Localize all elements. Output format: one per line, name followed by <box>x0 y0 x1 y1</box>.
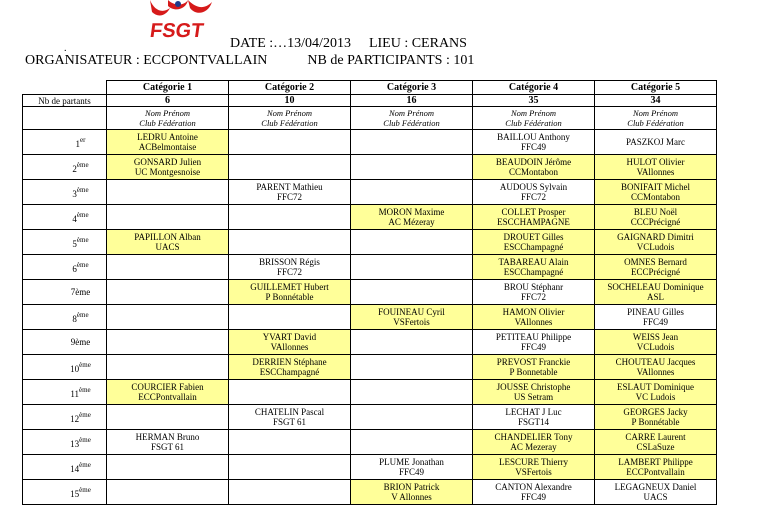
result-cell <box>229 380 351 405</box>
rank-suffix: ème <box>79 436 91 444</box>
rider-club: UACS <box>643 492 668 502</box>
column-subheader <box>473 107 595 130</box>
column-subheader <box>229 107 351 130</box>
result-cell <box>351 330 473 355</box>
subheader-name: Nom Prénom <box>144 108 191 118</box>
rank-cell <box>23 205 107 230</box>
result-cell <box>351 430 473 455</box>
rider-club: FFC72 <box>520 192 546 202</box>
column-subheader-row <box>23 107 717 130</box>
rider-club: ESCChampagné <box>503 267 564 277</box>
lieu-label: LIEU : CERANS <box>368 36 467 51</box>
result-cell <box>107 330 229 355</box>
subheader-club: Club Fédération <box>261 118 318 128</box>
rider-name: LEDRU Antoine <box>137 132 198 142</box>
result-cell <box>351 305 473 330</box>
rider-club: CCMontabon <box>630 192 680 202</box>
logo-text: FSGT <box>148 20 205 42</box>
rank-cell <box>23 480 107 505</box>
rider-club: VAllonnes <box>636 367 675 377</box>
rider-club: ECCPontvallain <box>626 467 685 477</box>
rider-name: SOCHELEAU Dominique <box>607 282 704 292</box>
placing-row <box>23 255 717 280</box>
rank-number: 15 <box>70 489 80 499</box>
rank-number: 11 <box>70 389 79 399</box>
rider-name: BRISSON Régis <box>259 257 320 267</box>
rank-suffix: ème <box>76 186 89 194</box>
placing-row <box>23 205 717 230</box>
result-cell <box>229 455 351 480</box>
rank-number: 14 <box>70 464 80 474</box>
category-header: Catégorie 2 <box>229 81 351 95</box>
result-cell <box>107 280 229 305</box>
rank-suffix: ème <box>79 411 91 419</box>
rider-club: VCLudois <box>636 342 675 352</box>
column-subheader <box>595 107 717 130</box>
result-cell <box>229 355 351 380</box>
rank-suffix: ème <box>79 361 91 369</box>
result-cell <box>229 130 351 155</box>
result-cell <box>229 280 351 305</box>
rider-club: VCLudois <box>636 242 675 252</box>
result-cell <box>229 330 351 355</box>
rank-number: 9ème <box>70 337 91 347</box>
rank-cell <box>23 305 107 330</box>
result-cell <box>595 280 717 305</box>
rider-club: FFC49 <box>520 492 546 502</box>
rider-club: ESCChampagné <box>503 242 564 252</box>
result-cell <box>229 155 351 180</box>
rider-name: HAMON Olivier <box>502 307 565 317</box>
result-cell <box>229 305 351 330</box>
rider-club: US Setram <box>513 392 554 402</box>
rider-club: FSGT 61 <box>150 442 185 452</box>
rider-club: CCMontabon <box>508 167 558 177</box>
rank-suffix: ème <box>79 461 91 469</box>
rider-name: PARENT Mathieu <box>256 182 323 192</box>
subheader-club: Club Fédération <box>505 118 562 128</box>
rank-cell <box>23 130 107 155</box>
rank-cell <box>23 405 107 430</box>
result-cell <box>107 430 229 455</box>
rank-cell <box>23 280 107 305</box>
result-cell <box>107 230 229 255</box>
rider-name: LECHAT J Luc <box>505 407 562 417</box>
rank-suffix: ème <box>79 386 91 394</box>
result-cell <box>473 205 595 230</box>
result-cell <box>473 280 595 305</box>
rider-club: FFC49 <box>642 317 668 327</box>
rank-number: 6 <box>72 264 77 274</box>
result-cell <box>107 480 229 505</box>
rider-club: FSGT 61 <box>272 417 307 427</box>
rider-club: ECCPontvallain <box>138 392 197 402</box>
rider-name: DROUET Gilles <box>503 232 564 242</box>
rider-name: CHANDELIER Tony <box>494 432 573 442</box>
starters-count: 10 <box>229 95 351 107</box>
rider-club: ESCCHAMPAGNE <box>497 217 570 227</box>
category-header: Catégorie 5 <box>595 81 717 95</box>
result-cell <box>351 280 473 305</box>
rider-name: HERMAN Bruno <box>135 432 200 442</box>
placing-row <box>23 380 717 405</box>
rider-club: ESCChampagné <box>259 367 320 377</box>
rank-suffix: ème <box>76 311 89 319</box>
rider-name: COURCIER Fabien <box>131 382 204 392</box>
result-cell <box>595 430 717 455</box>
rider-name: PREVOST Franckie <box>496 357 571 367</box>
result-cell <box>107 155 229 180</box>
rank-number: 2 <box>72 164 77 174</box>
starters-count: 35 <box>473 95 595 107</box>
placing-row <box>23 355 717 380</box>
placing-row <box>23 280 717 305</box>
rank-cell <box>23 180 107 205</box>
rider-club: VSFertois <box>515 467 552 477</box>
rank-number: 3 <box>72 189 77 199</box>
rider-club: CSLaSuze <box>636 442 675 452</box>
rank-number: 10 <box>70 364 80 374</box>
header-line-2 <box>25 53 474 69</box>
fsgt-logo <box>148 0 214 46</box>
category-header: Catégorie 1 <box>107 81 229 95</box>
subheader-name: Nom Prénom <box>632 108 679 118</box>
rider-name: LEGAGNEUX Daniel <box>614 482 697 492</box>
placing-row <box>23 405 717 430</box>
rank-cell <box>23 230 107 255</box>
placing-row <box>23 230 717 255</box>
result-cell <box>351 405 473 430</box>
rider-name: PLUME Jonathan <box>379 457 444 467</box>
header-dot: . <box>64 43 67 54</box>
starters-row <box>23 95 717 107</box>
result-cell <box>107 255 229 280</box>
result-cell <box>595 480 717 505</box>
result-cell <box>473 355 595 380</box>
rider-club: FFC72 <box>276 267 302 277</box>
rider-name: PINEAU Gilles <box>627 307 684 317</box>
result-cell <box>351 155 473 180</box>
placing-row <box>23 155 717 180</box>
rider-name: HULOT Olivier <box>626 157 685 167</box>
rider-name: PAPILLON Alban <box>134 232 201 242</box>
empty-cell <box>23 107 107 130</box>
rider-name: MORON Maxime <box>378 207 445 217</box>
result-cell <box>595 305 717 330</box>
result-cell <box>107 405 229 430</box>
result-cell <box>595 205 717 230</box>
result-cell <box>351 380 473 405</box>
rider-club: AC Mézeray <box>388 217 435 227</box>
rider-club: FSGT14 <box>517 417 549 427</box>
rider-name: BEAUDOIN Jérôme <box>495 157 572 167</box>
rank-number: 7ème <box>70 287 91 297</box>
rider-club: AC Mezeray <box>510 442 557 452</box>
category-header: Catégorie 3 <box>351 81 473 95</box>
result-cell <box>107 180 229 205</box>
result-cell <box>229 255 351 280</box>
rider-club: VC Ludois <box>635 392 676 402</box>
category-header: Catégorie 4 <box>473 81 595 95</box>
starters-count: 6 <box>107 95 229 107</box>
rider-club: UC Montgesnoise <box>134 167 201 177</box>
rider-name: PASZKOJ Marc <box>626 137 685 147</box>
result-cell <box>107 130 229 155</box>
rider-name: WEISS Jean <box>632 332 679 342</box>
rider-name: GONSARD Julien <box>133 157 202 167</box>
result-cell <box>595 230 717 255</box>
participants-label: NB de PARTICIPANTS : 101 <box>307 53 475 68</box>
rider-name: TABAREAU Alain <box>498 257 569 267</box>
rider-club: FFC49 <box>520 142 546 152</box>
starters-label: Nb de partants <box>23 95 107 107</box>
result-cell <box>229 405 351 430</box>
rider-name: BRION Patrick <box>383 482 440 492</box>
rider-club: FFC72 <box>276 192 302 202</box>
subheader-club: Club Fédération <box>627 118 684 128</box>
result-cell <box>351 480 473 505</box>
date-label: DATE :…13/04/2013 <box>230 36 351 51</box>
category-header-row <box>23 81 717 95</box>
rider-name: BROU Stéphanr <box>503 282 564 292</box>
corner-cell <box>23 81 107 95</box>
rider-club: VSFertois <box>393 317 430 327</box>
subheader-club: Club Fédération <box>383 118 440 128</box>
rank-cell <box>23 355 107 380</box>
result-cell <box>229 430 351 455</box>
rider-name: AUDOUS Sylvain <box>499 182 568 192</box>
rider-club: FFC49 <box>398 467 424 477</box>
rider-name: GEORGES Jacky <box>623 407 688 417</box>
placing-row <box>23 180 717 205</box>
result-cell <box>473 405 595 430</box>
subheader-name: Nom Prénom <box>388 108 435 118</box>
rider-name: JOUSSE Christophe <box>496 382 571 392</box>
result-cell <box>107 355 229 380</box>
result-cell <box>595 130 717 155</box>
rider-name: GUILLEMET Hubert <box>250 282 329 292</box>
rider-name: FOUINEAU Cyril <box>378 307 445 317</box>
result-cell <box>473 230 595 255</box>
result-cell <box>473 155 595 180</box>
starters-count: 34 <box>595 95 717 107</box>
rider-name: CARRE Laurent <box>625 432 686 442</box>
rider-name: YVART David <box>262 332 317 342</box>
rank-number: 5 <box>72 239 77 249</box>
rank-number: 13 <box>70 439 80 449</box>
result-cell <box>107 305 229 330</box>
placing-row <box>23 430 717 455</box>
rider-name: OMNES Bernard <box>624 257 687 267</box>
rank-cell <box>23 155 107 180</box>
rank-suffix: er <box>80 136 86 144</box>
rank-cell <box>23 430 107 455</box>
result-cell <box>351 205 473 230</box>
result-cell <box>107 380 229 405</box>
result-cell <box>595 405 717 430</box>
column-subheader <box>351 107 473 130</box>
result-cell <box>595 380 717 405</box>
rider-name: ESLAUT Dominique <box>616 382 695 392</box>
result-cell <box>595 330 717 355</box>
result-cell <box>107 205 229 230</box>
subheader-club: Club Fédération <box>139 118 196 128</box>
placing-row <box>23 330 717 355</box>
column-subheader <box>107 107 229 130</box>
rider-club: ECCPrécigné <box>631 267 680 277</box>
rank-cell <box>23 380 107 405</box>
rider-name: CHATELIN Pascal <box>254 407 325 417</box>
rider-name: BAILLOU Anthony <box>497 132 570 142</box>
result-cell <box>351 230 473 255</box>
header-line-1 <box>230 36 467 52</box>
rider-name: BONIFAIT Michel <box>621 182 690 192</box>
rider-name: CANTON Alexandre <box>495 482 572 492</box>
subheader-name: Nom Prénom <box>510 108 557 118</box>
rider-name: COLLET Prosper <box>501 207 566 217</box>
rank-number: 8 <box>72 314 77 324</box>
rider-club: VAllonnes <box>514 317 553 327</box>
result-cell <box>229 480 351 505</box>
result-cell <box>473 455 595 480</box>
rider-name: PETITEAU Philippe <box>495 332 572 342</box>
result-cell <box>473 480 595 505</box>
rider-club: ASL <box>646 292 664 302</box>
placing-row <box>23 480 717 505</box>
placing-row <box>23 130 717 155</box>
result-cell <box>595 180 717 205</box>
rider-club: VAllonnes <box>636 167 675 177</box>
rank-number: 1 <box>75 139 81 149</box>
rider-club: ACBelmontaise <box>138 142 197 152</box>
result-cell <box>473 255 595 280</box>
rider-name: DERRIEN Stéphane <box>252 357 327 367</box>
result-cell <box>107 455 229 480</box>
rank-suffix: ème <box>76 261 89 269</box>
rank-number: 4 <box>72 214 77 224</box>
rank-suffix: ème <box>76 161 89 169</box>
result-cell <box>473 130 595 155</box>
result-cell <box>229 230 351 255</box>
rank-suffix: ème <box>79 486 91 494</box>
result-cell <box>595 255 717 280</box>
rider-club: CCCPrécigné <box>630 217 681 227</box>
result-cell <box>595 455 717 480</box>
rank-cell <box>23 455 107 480</box>
placing-row <box>23 305 717 330</box>
rider-name: BLEU Noël <box>633 207 678 217</box>
rider-club: VAllonnes <box>270 342 309 352</box>
rider-club: FFC49 <box>520 342 546 352</box>
rank-suffix: ème <box>76 236 89 244</box>
subheader-name: Nom Prénom <box>266 108 313 118</box>
rider-name: GAIGNARD Dimitri <box>617 232 694 242</box>
rider-club: P Bonnetable <box>509 367 558 377</box>
result-cell <box>595 155 717 180</box>
results-table <box>22 80 717 505</box>
result-cell <box>473 430 595 455</box>
rank-suffix: ème <box>76 211 89 219</box>
result-cell <box>351 455 473 480</box>
result-cell <box>595 355 717 380</box>
rider-name: LAMBERT Philippe <box>618 457 693 467</box>
rider-name: CHOUTEAU Jacques <box>615 357 696 367</box>
rider-club: P Bonnétable <box>265 292 314 302</box>
result-cell <box>473 305 595 330</box>
rider-club: UACS <box>155 242 180 252</box>
result-cell <box>351 355 473 380</box>
rider-club: FFC72 <box>520 292 546 302</box>
result-cell <box>229 205 351 230</box>
rider-club: V Allonnes <box>391 492 432 502</box>
starters-count: 16 <box>351 95 473 107</box>
organisateur-label: ORGANISATEUR : ECCPONTVALLAIN <box>25 53 268 68</box>
rider-club: P Bonnétable <box>631 417 680 427</box>
result-cell <box>351 130 473 155</box>
result-cell <box>229 180 351 205</box>
result-cell <box>351 255 473 280</box>
placing-row <box>23 455 717 480</box>
rank-cell <box>23 330 107 355</box>
rank-number: 12 <box>70 414 80 424</box>
rider-name: LESCURE Thierry <box>498 457 569 467</box>
result-cell <box>473 380 595 405</box>
result-cell <box>473 180 595 205</box>
rank-cell <box>23 255 107 280</box>
result-cell <box>351 180 473 205</box>
result-cell <box>473 330 595 355</box>
